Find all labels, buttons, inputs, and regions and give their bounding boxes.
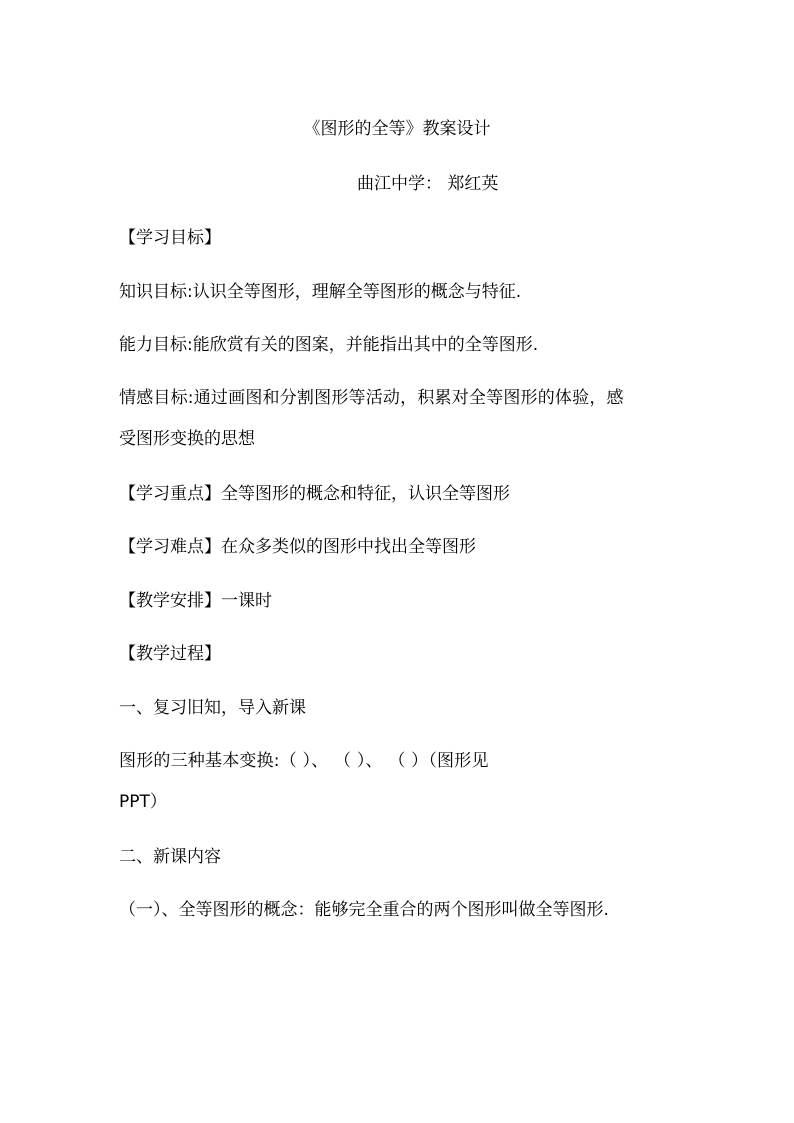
ability-goal: 能力目标:能欣赏有关的图案，并能指出其中的全等图形. xyxy=(119,335,539,355)
knowledge-goal: 知识目标:认识全等图形，理解全等图形的概念与特征. xyxy=(119,282,522,302)
part1-heading: 一、复习旧知，导入新课 xyxy=(119,698,306,718)
author-line: 曲江中学： 郑红英 xyxy=(357,174,499,194)
part1-text-line1: 图形的三种基本变换:（ ）、 （ ）、 （ ）（图形见 xyxy=(119,751,489,771)
part2-heading: 二、新课内容 xyxy=(119,847,221,867)
difficulties: 【学习难点】在众多类似的图形中找出全等图形 xyxy=(119,537,476,557)
emotion-goal-line1: 情感目标:通过画图和分割图形等活动，积累对全等图形的体验，感 xyxy=(119,388,624,408)
key-points: 【学习重点】全等图形的概念和特征，认识全等图形 xyxy=(119,484,510,504)
schedule: 【教学安排】一课时 xyxy=(119,591,272,611)
emotion-goal-line2: 受图形变换的思想 xyxy=(119,429,255,449)
part1-text-line2: PPT） xyxy=(119,792,167,812)
document-title: 《图形的全等》教案设计 xyxy=(303,119,491,139)
objectives-heading: 【学习目标】 xyxy=(119,228,221,248)
process-heading: 【教学过程】 xyxy=(119,644,221,664)
part2-item1: （一）、全等图形的概念：能够完全重合的两个图形叫做全等图形. xyxy=(119,900,609,920)
